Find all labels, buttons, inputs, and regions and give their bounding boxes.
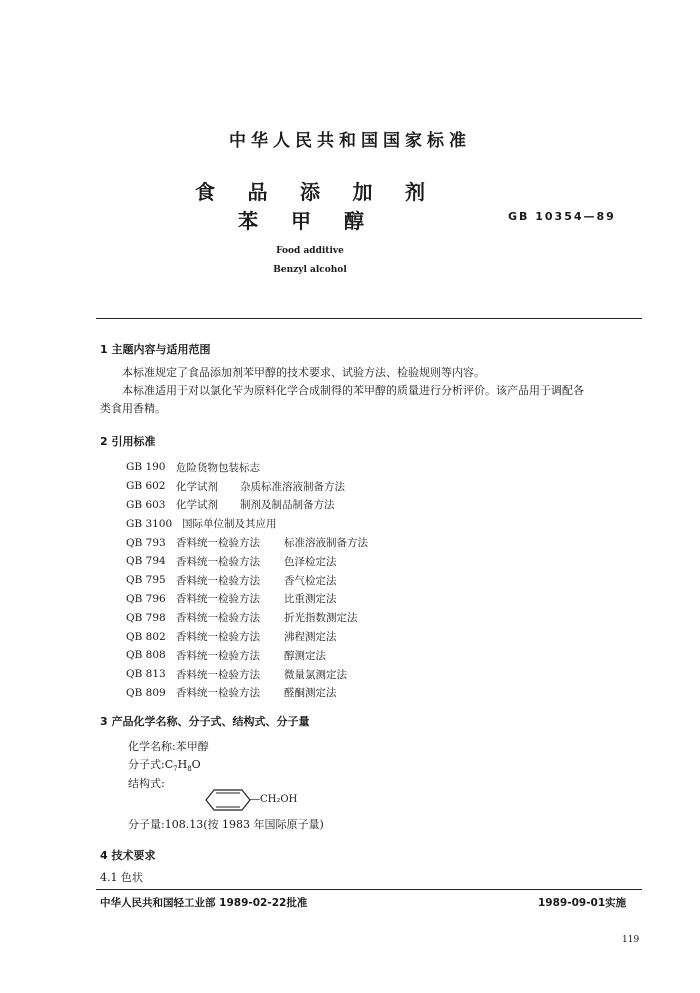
section-4-heading: 4 技术要求: [100, 849, 156, 862]
molecular-weight: 分子量:108.13(按 1983 年国际原子量): [128, 818, 324, 831]
molecular-formula: 分子式$:C_7H_8O$: [128, 758, 201, 774]
page-number: 119: [622, 935, 640, 945]
section-4-1: 4.1 色状: [100, 871, 143, 884]
benzene-ring-icon: [204, 788, 252, 812]
english-title-2: Benzyl alcohol: [273, 265, 347, 275]
list-item: QB 813 香料统一检验方法 微量氯测定法: [126, 668, 347, 681]
section-2-heading: 2 引用标准: [100, 435, 156, 448]
title-char: 甲: [291, 209, 311, 233]
list-item: QB 802 香料统一检验方法 沸程测定法: [126, 630, 337, 644]
title-char: 醇: [344, 209, 364, 233]
list-item: GB 603 化学试剂 制剂及制品制备方法: [126, 498, 335, 512]
structure-group: —CH₂OH: [250, 794, 298, 805]
list-item: GB 602 化学试剂 杂质标准溶液制备方法: [126, 480, 345, 493]
approval-note: 中华人民共和国轻工业部 1989-02-22批准: [100, 897, 308, 909]
structure-label: 结构式:: [128, 777, 165, 790]
org-title: 中华人民共和国国家标准: [229, 131, 471, 151]
standard-code: GB 10354—89: [508, 210, 616, 223]
title-line-1: [195, 176, 425, 205]
footer-divider: [96, 889, 642, 890]
title-char: 加: [352, 180, 373, 204]
section-1-para-2-cont: 类食用香精。: [100, 402, 166, 415]
english-title-1: Food additive: [276, 246, 344, 256]
list-item: GB 190 危险货物包装标志: [126, 461, 260, 474]
section-1-para-2: 本标准适用于对以氯化苄为原料化学合成制得的苯甲醇的质量进行分析评价。该产品用于调配各: [122, 384, 584, 397]
effective-date: 1989-09-01实施: [538, 897, 627, 909]
list-item: QB 798 香料统一检验方法 折光指数测定法: [126, 611, 358, 625]
title-char: 剂: [405, 180, 425, 204]
header-divider: [96, 318, 642, 319]
section-1-para-1: 本标准规定了食品添加剂苯甲醇的技术要求、试验方法、检验规则等内容。: [122, 366, 485, 379]
title-char: 食: [195, 180, 215, 204]
title-char: 苯: [238, 209, 258, 233]
list-item: QB 796 香料统一检验方法 比重测定法: [126, 592, 337, 606]
title-line-2: [238, 205, 364, 234]
title-char: 添: [300, 180, 320, 204]
section-3-heading: 3 产品化学名称、分子式、结构式、分子量: [100, 715, 310, 728]
list-item: QB 794 香料统一检验方法 色泽检定法: [126, 555, 337, 568]
list-item: GB 3100 国际单位制及其应用: [126, 517, 277, 531]
list-item: QB 809 香料统一检验方法 醛酮测定法: [126, 686, 337, 700]
chemical-name: 化学名称:苯甲醇: [128, 740, 209, 753]
section-1-heading: 1 主题内容与适用范围: [100, 343, 211, 356]
list-item: QB 808 香料统一检验方法 醇测定法: [126, 649, 326, 662]
reference-list: [126, 458, 486, 702]
list-item: QB 793 香料统一检验方法 标准溶液制备方法: [126, 536, 368, 550]
list-item: QB 795 香料统一检验方法 香气检定法: [126, 574, 337, 587]
title-char: 品: [247, 180, 268, 204]
